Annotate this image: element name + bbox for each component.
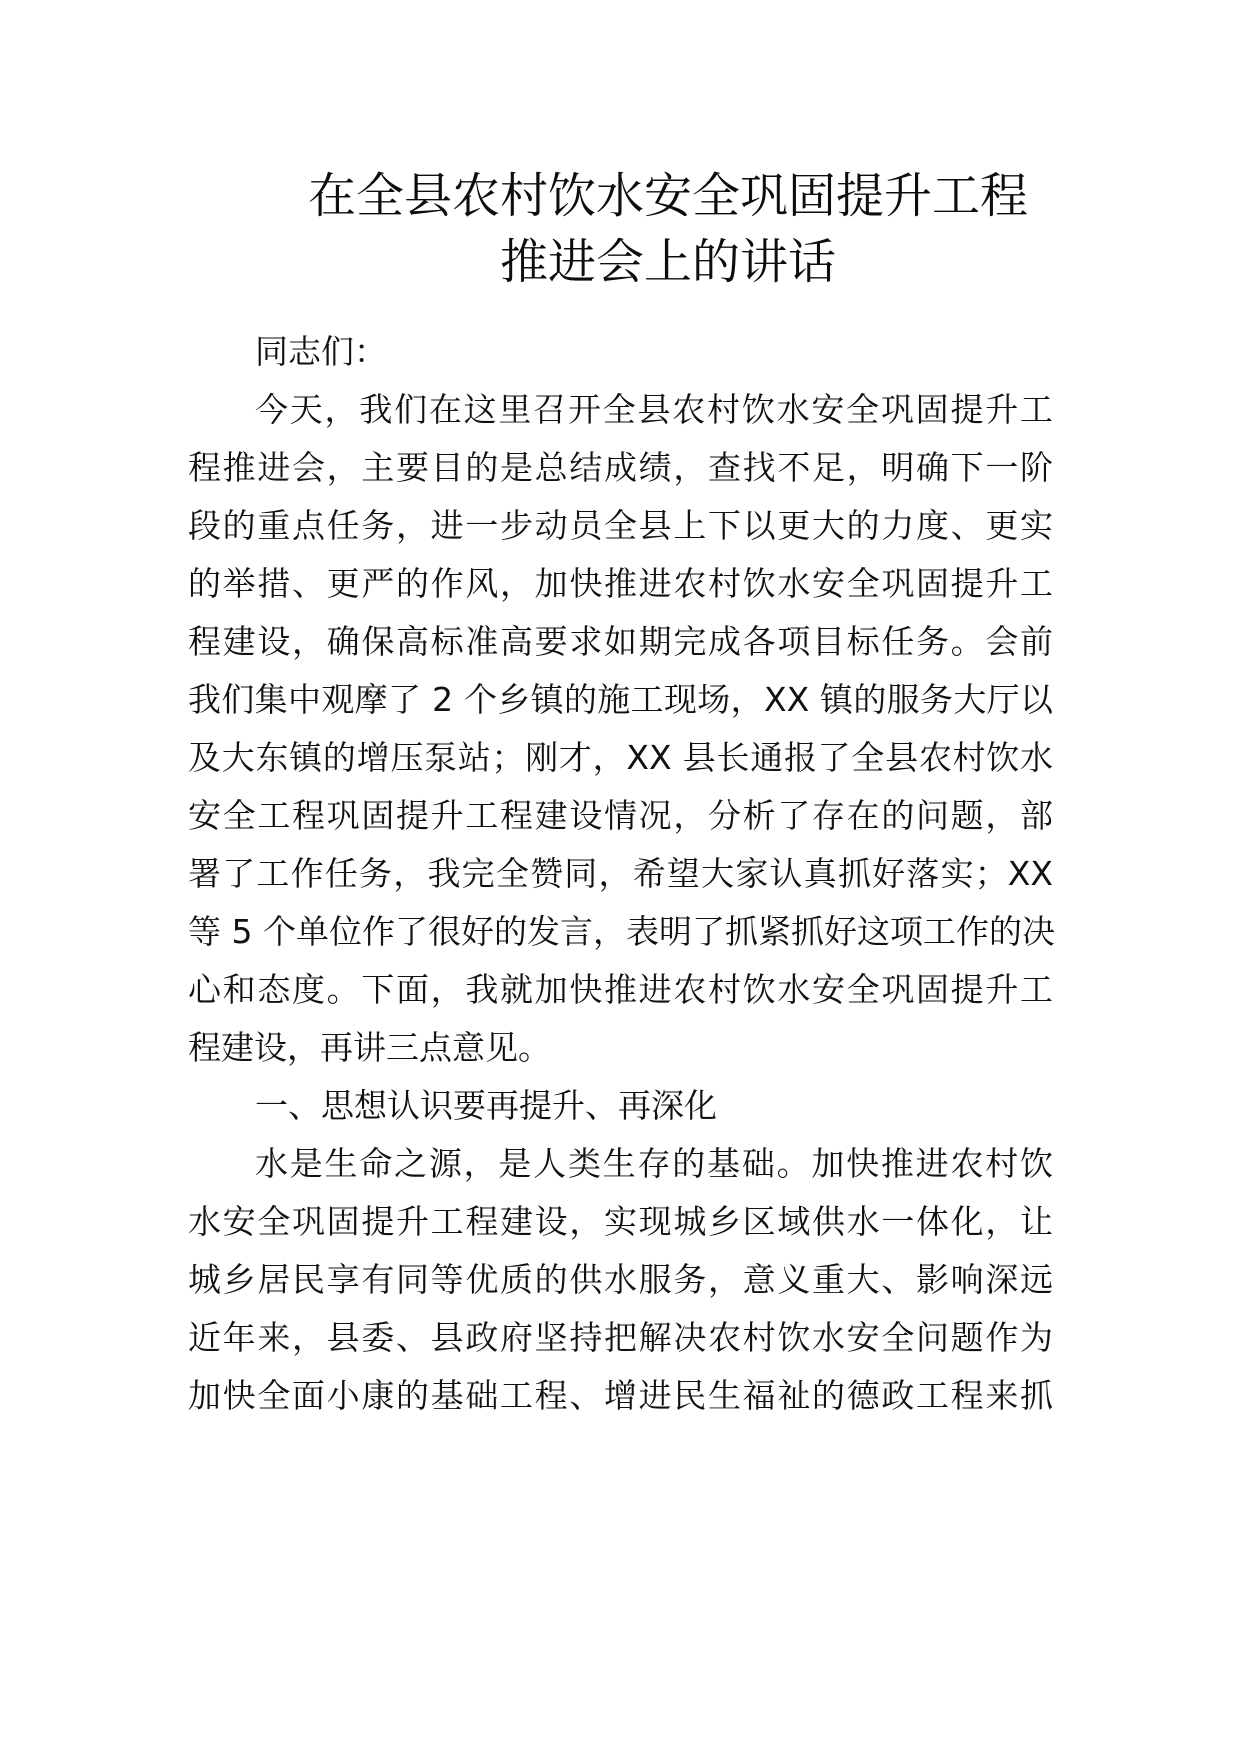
body-line: 今天，我们在这里召开全县农村饮水安全巩固提升工 — [255, 390, 1053, 429]
section-line: 加快全面小康的基础工程、增进民生福祉的德政工程来抓 — [188, 1376, 1053, 1415]
body-line: 安全工程巩固提升工程建设情况，分析了存在的问题，部 — [188, 796, 1053, 835]
document-title-line-1: 在全县农村饮水安全巩固提升工程 — [307, 168, 1028, 224]
body-line: 等 5 个单位作了很好的发言，表明了抓紧抓好这项工作的决 — [188, 912, 1055, 951]
body-line: 程建设，再讲三点意见。 — [188, 1028, 551, 1067]
body-line: 程建设，确保高标准高要求如期完成各项目标任务。会前 — [188, 622, 1053, 661]
section-heading: 一、思想认识要再提升、再深化 — [255, 1086, 717, 1125]
document-title-line-2: 推进会上的讲话 — [499, 234, 836, 290]
body-line: 心和态度。下面，我就加快推进农村饮水安全巩固提升工 — [188, 970, 1053, 1009]
section-line: 水是生命之源，是人类生存的基础。加快推进农村饮 — [255, 1144, 1053, 1183]
body-line: 段的重点任务，进一步动员全县上下以更大的力度、更实 — [188, 506, 1053, 545]
salutation: 同志们： — [255, 332, 387, 371]
body-line: 的举措、更严的作风，加快推进农村饮水安全巩固提升工 — [188, 564, 1053, 603]
body-line: 署了工作任务，我完全赞同，希望大家认真抓好落实；XX — [188, 854, 1053, 893]
section-line: 水安全巩固提升工程建设，实现城乡区域供水一体化，让 — [188, 1202, 1053, 1241]
section-line: 城乡居民享有同等优质的供水服务，意义重大、影响深远 — [188, 1260, 1053, 1299]
section-line: 近年来，县委、县政府坚持把解决农村饮水安全问题作为 — [188, 1318, 1053, 1357]
body-line: 我们集中观摩了 2 个乡镇的施工现场，XX 镇的服务大厅以 — [188, 680, 1053, 719]
body-line: 程推进会，主要目的是总结成绩，查找不足，明确下一阶 — [188, 448, 1053, 487]
body-line: 及大东镇的增压泵站；刚才，XX 县长通报了全县农村饮水 — [188, 738, 1053, 777]
